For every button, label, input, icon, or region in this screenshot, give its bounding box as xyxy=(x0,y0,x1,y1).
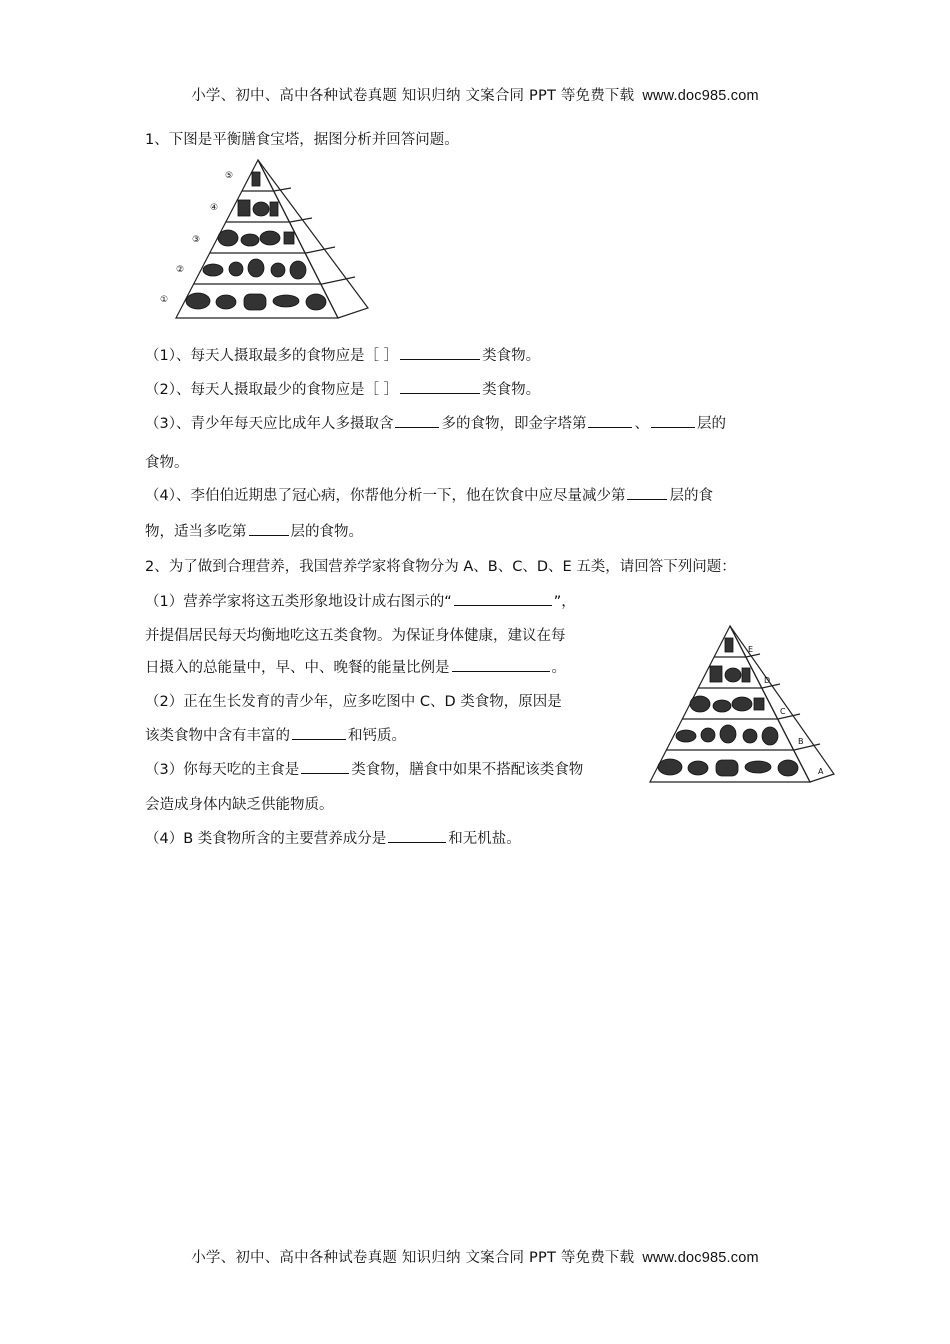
q2-sub1 xyxy=(145,590,576,611)
pyramid-2-label-b: B xyxy=(798,737,804,746)
page-footer xyxy=(0,1246,950,1267)
pyramid-1-label-2: ② xyxy=(176,265,185,275)
q2-sub3-tail: 类食物，膳食中如果不搭配该类食物 xyxy=(351,762,584,778)
pyramid-2-label-d: D xyxy=(764,676,771,685)
answer-blank[interactable] xyxy=(249,521,289,536)
page-header xyxy=(0,84,950,105)
q1-sub4 xyxy=(145,484,713,505)
food-pyramid-2 xyxy=(648,624,836,786)
answer-blank[interactable] xyxy=(627,485,667,500)
q2-sub1-tail: ”， xyxy=(553,594,576,610)
q2-sub1-text: （1）营养学家将这五类形象地设计成右图示的“ xyxy=(145,594,452,610)
q1-sub1-tail: 类食物。 xyxy=(482,348,541,364)
answer-blank[interactable] xyxy=(388,828,446,843)
q2-sub1-cont2-tail: 。 xyxy=(551,660,566,676)
q2-sub4 xyxy=(145,827,521,848)
answer-blank[interactable] xyxy=(395,413,439,428)
q1-sub4-tail: 层的食 xyxy=(669,488,713,504)
q1-sub3-cont: 食物。 xyxy=(145,455,189,471)
q1-sub4-cont-text: 物，适当多吃第 xyxy=(145,524,247,540)
q2-sub4-text: （4）B 类食物所含的主要营养成分是 xyxy=(145,831,387,847)
q2-sub2-cont xyxy=(145,724,406,745)
answer-blank[interactable] xyxy=(400,379,480,394)
q1-sub3 xyxy=(145,412,726,433)
q1-sub4-cont xyxy=(145,520,363,541)
q2-sub1-cont2-text: 日摄入的总能量中，早、中、晚餐的能量比例是 xyxy=(145,660,450,676)
answer-blank[interactable] xyxy=(400,345,480,360)
pyramid-2-label-e: E xyxy=(748,645,754,654)
q1-sub2 xyxy=(145,378,540,399)
footer-text: 小学、初中、高中各种试卷真题 知识归纳 文案合同 PPT 等免费下载 xyxy=(191,1250,635,1266)
q1-sub2-text: （2）、每天人摄取最少的食物应是［ ］ xyxy=(145,382,399,398)
q1-title: 1、下图是平衡膳食宝塔，据图分析并回答问题。 xyxy=(145,132,459,148)
q2-sub1-cont2 xyxy=(145,656,566,677)
q2-sub2-cont-tail: 和钙质。 xyxy=(348,728,406,744)
q1-sub1 xyxy=(145,344,540,365)
pyramid-1-label-3: ③ xyxy=(192,235,201,245)
pyramid-1-label-1: ① xyxy=(160,295,169,305)
q2-sub1-cont1: 并提倡居民每天均衡地吃这五类食物。为保证身体健康，建议在每 xyxy=(145,628,566,644)
q2-sub3-text: （3）你每天吃的主食是 xyxy=(145,762,300,778)
q2-sub3 xyxy=(145,758,583,779)
answer-blank[interactable] xyxy=(292,725,346,740)
answer-blank[interactable] xyxy=(588,413,632,428)
food-pyramid-1 xyxy=(158,158,373,323)
answer-blank[interactable] xyxy=(454,591,552,606)
q2-sub2-cont-text: 该类食物中含有丰富的 xyxy=(145,728,290,744)
q2-title: 2、为了做到合理营养，我国营养学家将食物分为 A、B、C、D、E 五类，请回答下列问题： xyxy=(145,559,736,575)
q1-sub3-mid: 多的食物，即金字塔第 xyxy=(441,416,587,432)
q1-sub4-cont-tail: 层的食物。 xyxy=(290,524,363,540)
q1-sub3-tail: 层的 xyxy=(696,416,726,432)
answer-blank[interactable] xyxy=(301,759,349,774)
pyramid-2-label-c: C xyxy=(780,707,786,716)
footer-url[interactable]: www.doc985.com xyxy=(642,1250,759,1266)
header-url[interactable]: www.doc985.com xyxy=(642,88,759,104)
q1-sub3-text: （3）、青少年每天应比成年人多摄取含 xyxy=(145,416,394,432)
q2-sub2: （2）正在生长发育的青少年，应多吃图中 C、D 类食物，原因是 xyxy=(145,694,562,710)
answer-blank[interactable] xyxy=(651,413,695,428)
q1-sub4-text: （4）、李伯伯近期患了冠心病，你帮他分析一下，他在饮食中应尽量减少第 xyxy=(145,488,626,504)
q1-sub1-text: （1）、每天人摄取最多的食物应是［ ］ xyxy=(145,348,399,364)
q1-sub2-tail: 类食物。 xyxy=(482,382,541,398)
header-text: 小学、初中、高中各种试卷真题 知识归纳 文案合同 PPT 等免费下载 xyxy=(191,88,635,104)
pyramid-2-label-a: A xyxy=(818,767,824,776)
q1-sub3-sep: 、 xyxy=(634,416,649,432)
pyramid-1-label-5: ⑤ xyxy=(225,171,234,181)
answer-blank[interactable] xyxy=(452,657,550,672)
q2-sub3-cont: 会造成身体内缺乏供能物质。 xyxy=(145,797,334,813)
pyramid-1-label-4: ④ xyxy=(210,203,219,213)
q2-sub4-tail: 和无机盐。 xyxy=(448,831,521,847)
